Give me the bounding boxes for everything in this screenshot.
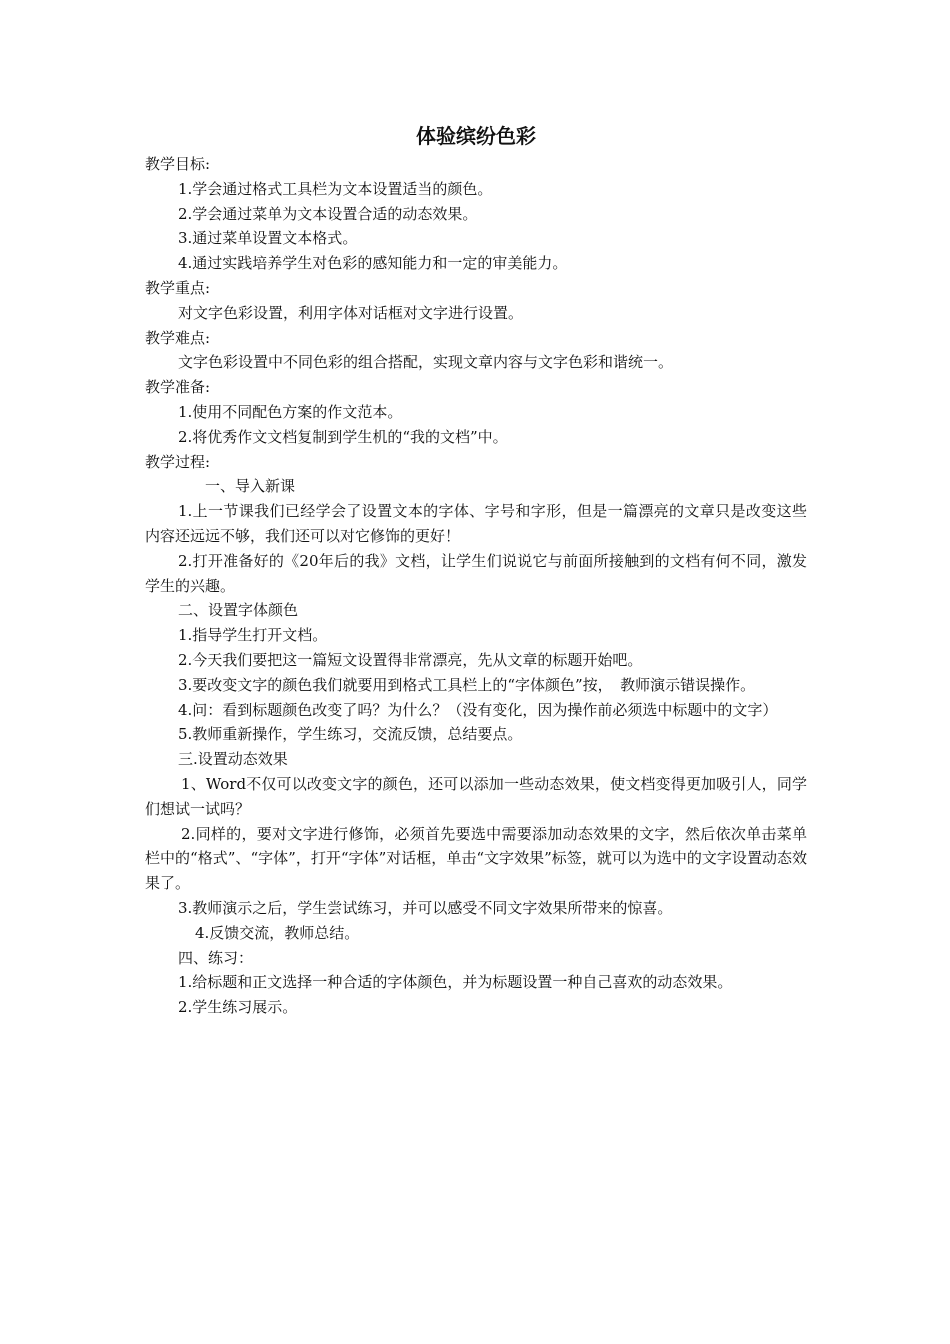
objective-item: 3.通过菜单设置文本格式。: [178, 229, 358, 248]
process-item: 2.打开准备好的《20年后的我》文档，让学生们说说它与前面所接触到的文档有何不同，激发学生的兴趣。: [145, 551, 807, 595]
document-title: 体验缤纷色彩: [416, 124, 536, 148]
process-item: 2.今天我们要把这一篇短文设置得非常漂亮，先从文章的标题开始吧。: [178, 650, 643, 669]
process-item: 1.指导学生打开文档。: [178, 626, 328, 645]
section-heading-objectives: 教学目标:: [145, 155, 211, 173]
exercise-item: 1.给标题和正文选择一种合适的字体颜色，并为标题设置一种自己喜欢的动态效果。: [178, 973, 733, 992]
section-heading-preparation: 教学准备:: [145, 378, 211, 397]
document-body: [145, 122, 807, 1020]
process-step-heading: 二、设置字体颜色: [178, 601, 299, 620]
process-step-heading: 三.设置动态效果: [178, 750, 288, 769]
section-heading-difficulties: 教学难点:: [145, 328, 211, 347]
objective-item: 1.学会通过格式工具栏为文本设置适当的颜色。: [178, 179, 493, 198]
process-item: 2.同样的，要对文字进行修饰，必须首先要选中需要添加动态效果的文字，然后依次单击菜单栏中的“格式”、“字体”，打开“字体”对话框，单击“文字效果”标签，就可以为选中的文字设置动态效果了。: [145, 824, 807, 893]
process-item: 1.上一节课我们已经学会了设置文本的字体、字号和字形，但是一篇漂亮的文章只是改变这些内容还远远不够，我们还可以对它修饰的更好！: [145, 502, 807, 545]
section-heading-key-points: 教学重点:: [145, 278, 211, 297]
objective-item: 2.学会通过菜单为文本设置合适的动态效果。: [178, 204, 478, 223]
preparation-item: 1.使用不同配色方案的作文范本。: [178, 402, 403, 421]
process-item: 3.教师演示之后，学生尝试练习，并可以感受不同文字效果所带来的惊喜。: [178, 898, 673, 917]
key-points-text: 对文字色彩设置，利用字体对话框对文字进行设置。: [178, 303, 524, 322]
process-item: 4.问：看到标题颜色改变了吗？为什么？（没有变化，因为操作前必须选中标题中的文字）: [178, 700, 778, 719]
process-item: 4.反馈交流，教师总结。: [195, 923, 360, 942]
section-heading-process: 教学过程:: [145, 452, 211, 471]
process-item: 5.教师重新操作，学生练习，交流反馈，总结要点。: [178, 725, 523, 744]
process-item: 3.要改变文字的颜色我们就要用到格式工具栏上的“字体颜色”按， 教师演示错误操作。: [178, 675, 756, 694]
process-item: 1、Word不仅可以改变文字的颜色，还可以添加一些动态效果，使文档变得更加吸引人，同学们想试一试吗？: [145, 774, 807, 818]
difficulties-text: 文字色彩设置中不同色彩的组合搭配，实现文章内容与文字色彩和谐统一。: [178, 353, 674, 372]
process-step-heading: 四、练习：: [178, 948, 254, 967]
process-step-heading: 一、导入新课: [205, 477, 296, 496]
objective-item: 4.通过实践培养学生对色彩的感知能力和一定的审美能力。: [178, 254, 568, 273]
preparation-item: 2.将优秀作文文档复制到学生机的“我的文档”中。: [178, 427, 508, 446]
exercise-item: 2.学生练习展示。: [178, 998, 298, 1017]
